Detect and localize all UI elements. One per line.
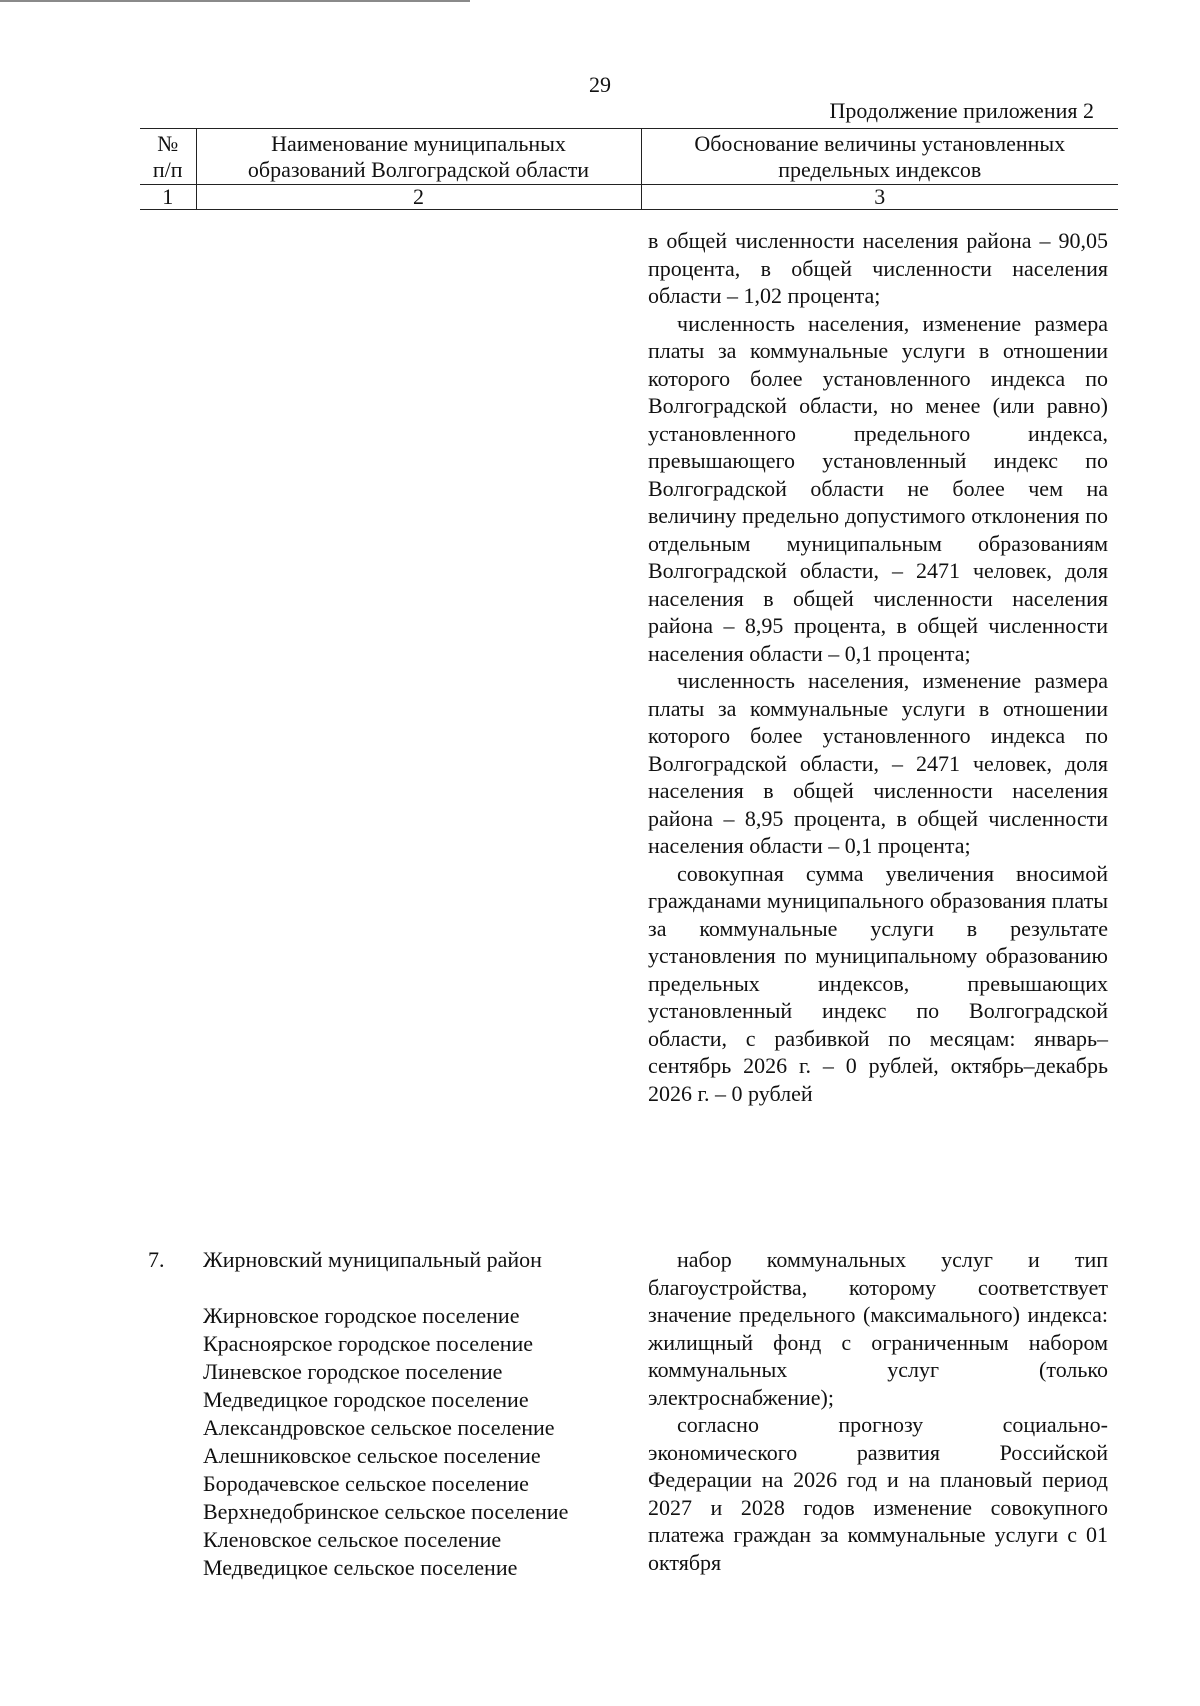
paragraph: согласно прогнозу социально-экономического развития Российской Федерации на 2026 год и на плановый период 2027 и 2028 годов изменение совокупного платежа граждан за коммунальные услуги с 01 октября xyxy=(648,1412,1108,1575)
header-col2-line1: Наименование муниципальных xyxy=(271,131,566,156)
paragraph: набор коммунальных услуг и тип благоустройства, которому соответствует значение предельного (максимального) индекса: жилищный фонд с ограниченным набором коммунальных услуг (только электроснабжение); xyxy=(648,1247,1108,1410)
settlement-name: Медведицкое городское поселение xyxy=(203,1387,529,1412)
continuation-label: Продолжение приложения 2 xyxy=(829,98,1094,123)
header-col3-line2: предельных индексов xyxy=(778,157,982,182)
settlement-name: Краснoярское городское поселение xyxy=(203,1331,534,1356)
row-number: 7. xyxy=(148,1247,165,1272)
settlement-name: Верхнедобринское сельское поселение xyxy=(203,1499,569,1524)
header-row xyxy=(140,129,1118,185)
settlement-name: Бородачевское сельское поселение xyxy=(203,1471,529,1496)
paragraph: численность населения, изменение размера платы за коммунальные услуги в отношении которого более установленного индекса по Волгоградской области, – 2471 человек, доля населения в общей численности населения района – 8,95 процента, в общей численности населения области – 0,1 процента; xyxy=(648,668,1108,858)
settlement-name: Линевское городское поселение xyxy=(203,1359,503,1384)
column-number-1: 1 xyxy=(140,185,196,210)
settlement-name: Жирновское городское поселение xyxy=(203,1303,520,1328)
header-col-name xyxy=(196,129,641,185)
header-col2-line2: образований Волгоградской области xyxy=(247,157,590,182)
settlement-name: Медведицкое сельское поселение xyxy=(203,1555,518,1580)
paragraph: совокупная сумма увеличения вносимой гражданами муниципального образования платы за коммунальные услуги в результате установления по муниципальному образованию предельных индексов, превышающих установленный индекс по Волгоградской области, с разбивкой по месяцам: январь–сентябрь 2026 г. – 0 рублей, октябрь–декабрь 2026 г. – 0 рублей xyxy=(648,860,1108,1106)
header-col-justification xyxy=(641,129,1118,185)
header-col1-line2: п/п xyxy=(152,157,183,182)
paragraph: в общей численности населения района – 90,05 процента, в общей численности населения области – 1,02 процента; xyxy=(648,228,1108,308)
header-col-number xyxy=(140,129,196,185)
row-justification xyxy=(648,1246,1108,1576)
header-col1-line1: № xyxy=(157,131,179,156)
scan-artifact-line xyxy=(0,0,470,2)
continued-justification xyxy=(648,227,1108,1107)
paragraph: численность населения, изменение размера платы за коммунальные услуги в отношении которого более установленного индекса по Волгоградской области, но менее (или равно) установленного предельного индекса, превышающего установленный индекс по Волгоградской области не более чем на величину предельно допустимого отклонения по отдельным муниципальным образованиям Волгоградской области, – 2471 человек, доля населения в общей численности населения района – 8,95 процента, в общей численности населения области – 0,1 процента; xyxy=(648,310,1108,666)
settlement-name: Александровское сельское поселение xyxy=(203,1415,555,1440)
column-number-3: 3 xyxy=(641,185,1118,210)
page-number: 29 xyxy=(589,72,611,97)
row-municipalities xyxy=(203,1246,623,1582)
table-header xyxy=(140,128,1118,210)
header-col3-line1: Обоснование величины установленных xyxy=(694,131,1066,156)
column-number-row xyxy=(140,185,1118,210)
settlement-name: Кленовское сельское поселение xyxy=(203,1527,502,1552)
settlement-name: Алешниковское сельское поселение xyxy=(203,1443,541,1468)
column-number-2: 2 xyxy=(196,185,641,210)
district-name: Жирновский муниципальный район xyxy=(203,1247,542,1272)
